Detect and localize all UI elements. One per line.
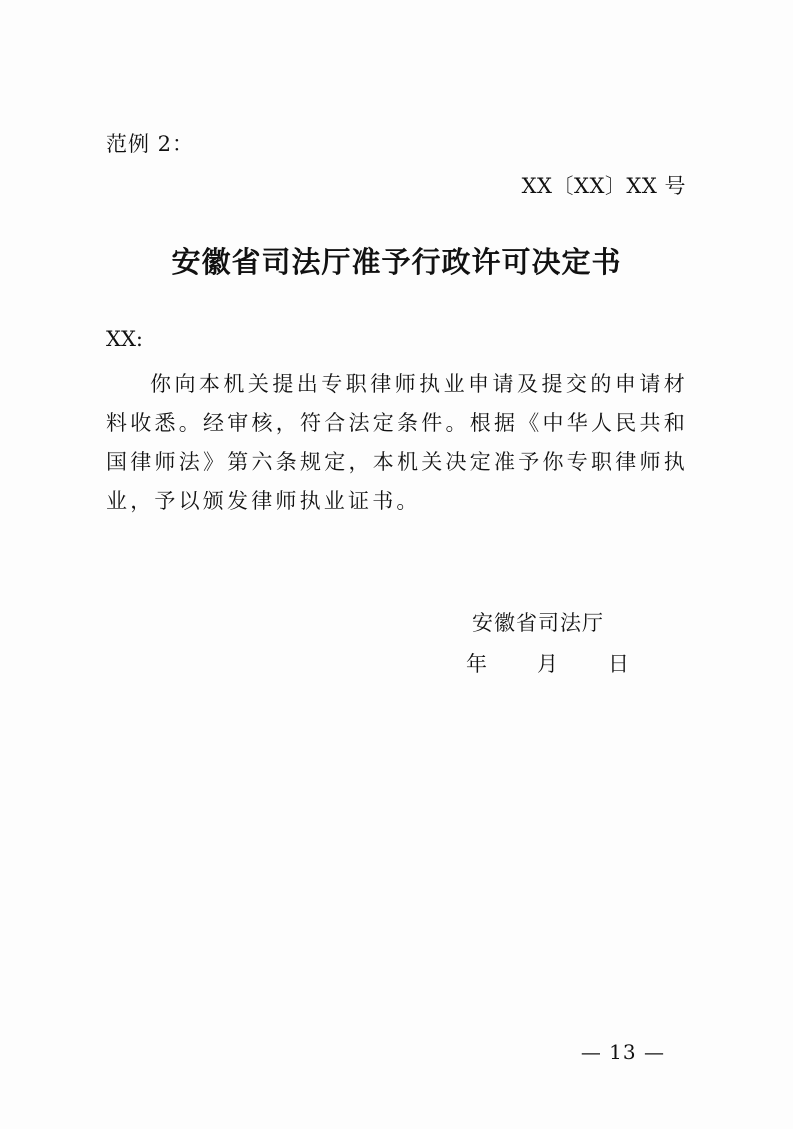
document-title: 安徽省司法厅准予行政许可决定书 [171, 245, 622, 279]
month-label: 月 [537, 652, 558, 676]
page-number: — 13 — [580, 1040, 665, 1064]
document-number: XX〔XX〕XX 号 [521, 174, 686, 198]
day-label: 日 [608, 652, 629, 676]
addressee: XX: [106, 327, 143, 351]
body-paragraph: 你向本机关提出专职律师执业申请及提交的申请材料收悉。经审核，符合法定条件。根据《中华人民共和国律师法》第六条规定，本机关决定准予你专职律师执业，予以颁发律师执业证书。 [106, 372, 688, 513]
year-label: 年 [466, 652, 487, 676]
example-label: 范例 2： [106, 132, 195, 156]
signature-organization: 安徽省司法厅 [472, 611, 604, 635]
signature-date [466, 648, 629, 678]
